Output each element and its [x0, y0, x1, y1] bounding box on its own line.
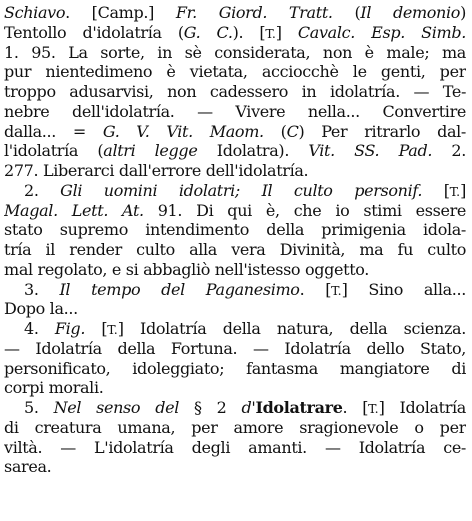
- text-line: [4, 438, 466, 458]
- text-run: — Idolatría della Fortuna. — Idolatría dello Stato,: [4, 338, 466, 358]
- text-run: 91. Di qui è, che io stimi essere: [143, 200, 466, 220]
- text-run: 1. 95. La sorte, in sè considerata, non è male; ma: [4, 42, 466, 62]
- text-line: [4, 418, 466, 438]
- text-line: [4, 102, 466, 122]
- text-line: [4, 359, 466, 379]
- text-run: ] Idolatría: [378, 398, 466, 417]
- text-run: ) Per ritrarlo dal-: [298, 121, 466, 141]
- text-run: personificato, idoleggiato; fantasma mangiatore di: [4, 358, 466, 378]
- author-name: Schiavo: [4, 3, 66, 22]
- source-citation: Cavalc. Esp. Simb.: [297, 22, 466, 42]
- source-citation: Il demonio: [360, 3, 461, 22]
- text-run: ). [: [232, 22, 266, 42]
- sense-definition: Fig.: [54, 319, 86, 338]
- text-run: tría il render culto alla vera Divinità, ma fu culto: [4, 240, 466, 259]
- text-line: [4, 201, 466, 221]
- tag-marker: T.: [265, 25, 276, 41]
- text-line: [4, 23, 466, 43]
- source-citation: G. C.: [183, 22, 233, 42]
- text-run: ]: [275, 22, 298, 42]
- text-line: [4, 82, 466, 102]
- text-run: stato supremo intendimento della primigenia idola-: [4, 220, 466, 240]
- sense-2-line: [4, 181, 466, 201]
- text-run: (: [332, 3, 361, 22]
- text-run: Idolatra).: [197, 141, 309, 161]
- text-line: [4, 260, 466, 280]
- text-run: dalla... =: [4, 121, 103, 141]
- text-run: 2.: [432, 141, 466, 161]
- source-citation: Magal. Lett. At.: [4, 200, 144, 220]
- source-citation: Fr. Giord. Tratt.: [175, 3, 333, 22]
- tag-marker: T.: [368, 401, 379, 416]
- sense-definition: Il tempo del Paganesimo: [59, 279, 300, 299]
- text-run: . [Camp.]: [65, 3, 176, 22]
- text-line: [4, 378, 466, 398]
- text-run: ] Sino alla...: [341, 279, 466, 299]
- text-run: pur nientedimeno è vietata, acciocchè le genti, per: [4, 62, 466, 82]
- tag-marker: T.: [449, 183, 461, 199]
- text-run: di creatura umana, per amore sragionevole o per: [4, 417, 466, 437]
- sense-number: 4.: [24, 319, 55, 338]
- tag-marker: T.: [331, 282, 342, 298]
- sense-definition: Nel senso del: [53, 398, 179, 417]
- text-run: [: [85, 319, 108, 338]
- sense-number: 2.: [24, 180, 61, 200]
- text-run: troppo adusarvisi, non cadessero in idolatría. — Te-: [4, 82, 466, 101]
- tag-marker: T.: [107, 322, 118, 337]
- text-line: [4, 43, 466, 63]
- text-run: . [: [342, 398, 369, 417]
- sense-4-line: [4, 319, 466, 339]
- text-run: viltà. — L'idolatría degli amanti. — Idolatría ce-: [4, 437, 466, 457]
- cross-reference: Idolatrare: [255, 398, 343, 417]
- text-run: 277. Liberarci dall'errore dell'idolatría.: [4, 161, 309, 180]
- text-line: [4, 339, 466, 359]
- source-citation: altri legge: [103, 141, 198, 161]
- text-run: [: [422, 180, 450, 200]
- text-run: (: [263, 121, 287, 141]
- sense-definition: Gli uomini idolatri; Il culto personif.: [60, 180, 423, 200]
- text-line: [4, 141, 466, 161]
- text-line: [4, 62, 466, 82]
- text-run: Dopo la...: [4, 299, 78, 319]
- text-run: ] Idolatría della natura, della scienza.: [117, 319, 466, 338]
- text-line: [4, 457, 466, 477]
- text-line: [4, 122, 466, 142]
- text-run: corpi morali.: [4, 378, 104, 398]
- text-line: [4, 3, 466, 23]
- sense-number: 3.: [24, 279, 60, 299]
- text-line: [4, 161, 466, 181]
- text-run: sarea.: [4, 457, 52, 477]
- text-run: nebre dell'idolatría. — Vivere nella... Convertire: [4, 101, 466, 121]
- source-citation: Vit. SS. Pad.: [308, 141, 433, 161]
- source-citation: G. V. Vit. Maom.: [102, 121, 264, 141]
- text-run: ]: [460, 180, 466, 200]
- text-run: ): [460, 3, 466, 22]
- sense-number: 5.: [24, 398, 54, 417]
- text-run: Tentollo d'idolatría (: [4, 22, 184, 42]
- source-citation: C: [286, 121, 299, 141]
- text-run: . [: [299, 279, 332, 299]
- text-run: § 2: [178, 398, 242, 417]
- text-run: mal regolato, e si abbagliò nell'istesso oggetto.: [4, 259, 370, 279]
- sense-definition: d': [241, 398, 256, 417]
- sense-5-line: [4, 398, 466, 418]
- text-line: [4, 299, 466, 319]
- text-line: [4, 240, 466, 260]
- sense-3-line: [4, 280, 466, 300]
- text-run: l'idolatría (: [4, 141, 104, 161]
- text-line: [4, 220, 466, 240]
